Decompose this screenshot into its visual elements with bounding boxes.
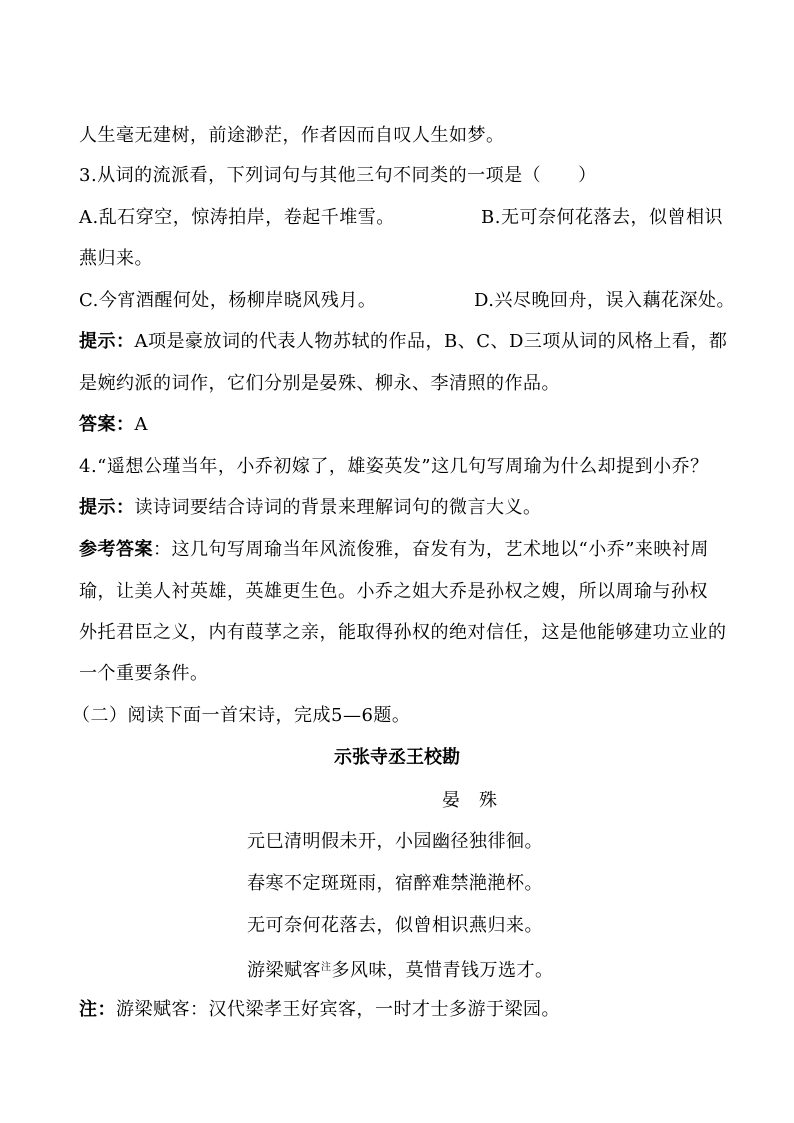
section-heading: （二）阅读下面一首宋诗，完成5—6题。 (72, 705, 411, 726)
option-c: C.今宵酒醒何处，杨柳岸晓风残月。 (79, 290, 377, 311)
footnote-marker: 注 (321, 962, 332, 973)
footnote (79, 998, 560, 1022)
poem-line: 元巳清明假未开，小园幽径独徘徊。 (247, 831, 543, 852)
option-b-continued: 燕归来。 (79, 248, 153, 269)
answer-text: A (134, 414, 148, 435)
reference-answer-label: 参考答案 (79, 539, 153, 560)
poem-line (247, 956, 554, 983)
poem-author: 晏 殊 (442, 790, 498, 811)
hint-text: 读诗词要结合诗词的背景来理解词句的微言大义。 (134, 497, 542, 518)
hint-4 (79, 496, 542, 520)
poem-line: 无可奈何花落去，似曾相识燕归来。 (247, 915, 543, 936)
hint-3-continued: 是婉约派的词作，它们分别是晏殊、柳永、李清照的作品。 (79, 373, 560, 394)
poem-line: 春寒不定斑斑雨，宿醉难禁滟滟杯。 (247, 873, 543, 894)
footnote-text: 游梁赋客：汉代梁孝王好宾客，一时才士多游于梁园。 (116, 999, 560, 1020)
hint-text: A项是豪放词的代表人物苏轼的作品，B、C、D三项从词的风格上看，都 (134, 331, 728, 352)
reference-answer-line: 一个重要条件。 (79, 663, 209, 684)
hint-3 (79, 330, 727, 354)
answer-3 (79, 413, 148, 437)
poem-title: 示张寺丞王校勘 (334, 747, 460, 768)
poem-line-part: 多风味，莫惜青钱万选才。 (331, 960, 554, 981)
poem-line-part: 游梁赋客 (247, 960, 321, 981)
question-3: 3.从词的流派看，下列词句与其他三句不同类的一项是（ ） (79, 165, 597, 186)
reference-answer-4 (79, 538, 709, 562)
option-b: B.无可奈何花落去，似曾相识 (481, 207, 723, 228)
footnote-label: 注： (79, 999, 116, 1020)
reference-answer-text: ：这几句写周瑜当年风流俊雅，奋发有为，艺术地以“小乔”来映衬周 (153, 539, 709, 560)
hint-label: 提示： (79, 331, 135, 352)
reference-answer-line: 外托君臣之义，内有葭莩之亲，能取得孙权的绝对信任，这是他能够建功立业的 (79, 622, 727, 643)
option-a: A.乱石穿空，惊涛拍岸，卷起千堆雪。 (79, 207, 395, 228)
hint-label: 提示： (79, 497, 135, 518)
answer-label: 答案： (79, 414, 135, 435)
option-d: D.兴尽晚回舟，误入藕花深处。 (474, 290, 736, 311)
paragraph-line: 人生毫无建树，前途渺茫，作者因而自叹人生如梦。 (79, 125, 505, 146)
reference-answer-line: 瑜，让美人衬英雄，英雄更生色。小乔之姐大乔是孙权之嫂，所以周瑜与孙权 (79, 581, 708, 602)
question-4: 4.“遥想公瑾当年，小乔初嫁了，雄姿英发”这几句写周瑜为什么却提到小乔？ (79, 456, 709, 477)
